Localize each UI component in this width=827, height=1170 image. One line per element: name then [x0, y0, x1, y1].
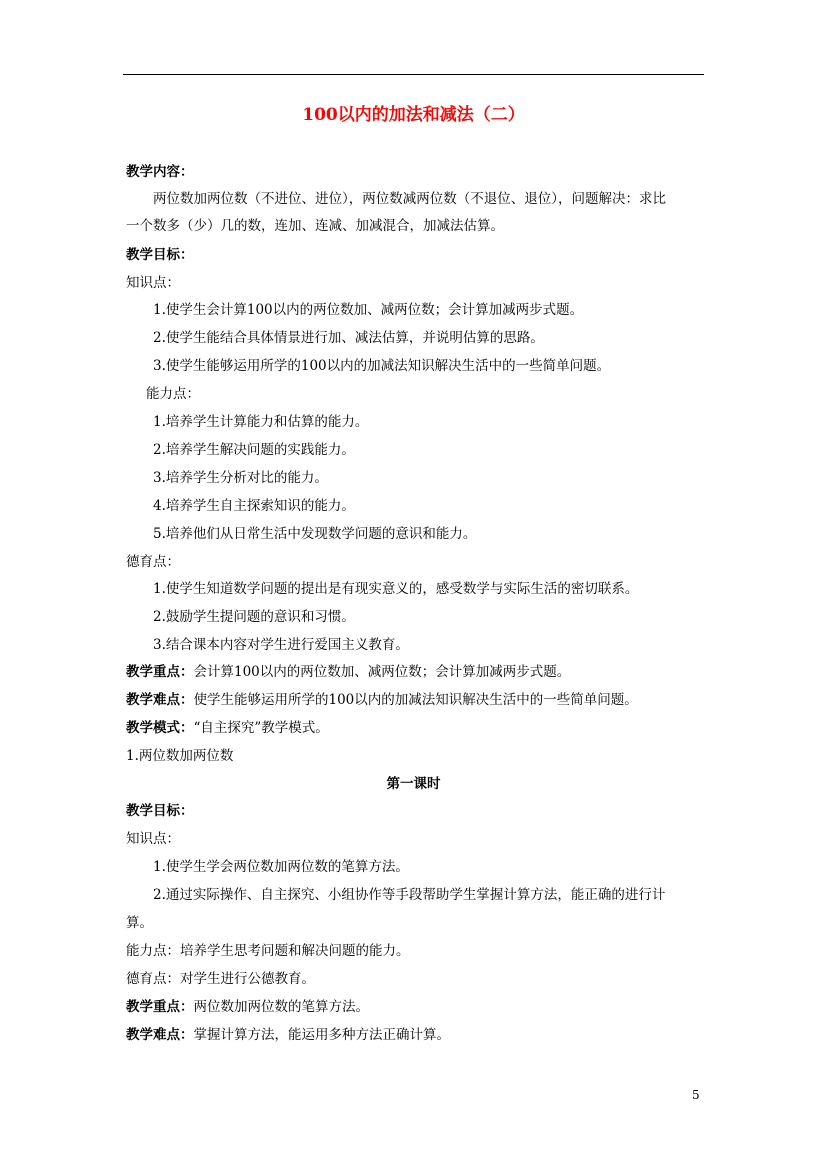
text-line — [126, 245, 194, 265]
text-line — [126, 969, 315, 989]
line-text: 算。 — [126, 915, 153, 931]
line-heading: 第一课时 — [386, 776, 441, 792]
text-line — [153, 579, 638, 599]
line-text: 使学生能够运用所学的100以内的加减法知识解决生活中的一些简单问题。 — [193, 692, 638, 708]
text-line — [153, 885, 665, 905]
line-text: 2.使学生能结合具体情景进行加、减法估算，并说明估算的思路。 — [153, 330, 544, 346]
text-line — [126, 997, 369, 1017]
line-heading: 教学难点： — [126, 1027, 194, 1043]
line-text: 3.使学生能够运用所学的100以内的加减法知识解决生活中的一些简单问题。 — [153, 358, 611, 374]
text-line — [126, 829, 180, 849]
line-text: 知识点： — [126, 831, 180, 847]
line-text: 德育点： — [126, 554, 180, 570]
text-line — [0, 774, 827, 794]
text-line — [126, 216, 504, 236]
line-text: 5.培养他们从日常生活中发现数学问题的意识和能力。 — [153, 526, 477, 542]
line-text: 掌握计算方法，能运用多种方法正确计算。 — [193, 1027, 450, 1043]
line-text: 1.使学生会计算100以内的两位数加、减两位数；会计算加减两步式题。 — [153, 302, 584, 318]
text-line — [153, 412, 368, 432]
text-line — [126, 718, 329, 738]
text-line — [153, 857, 409, 877]
text-line — [153, 607, 355, 627]
page-number: 5 — [692, 1088, 700, 1102]
line-text: 1.两位数加两位数 — [126, 748, 234, 764]
line-text: 2.通过实际操作、自主探究、小组协作等手段帮助学生掌握计算方法，能正确的进行计 — [153, 887, 666, 903]
line-text: 一个数多（少）几的数，连加、连减、加减混合，加减法估算。 — [126, 218, 504, 234]
text-line — [153, 328, 544, 348]
line-heading: 教学内容： — [126, 164, 194, 180]
text-line — [126, 941, 410, 961]
line-text: 3.结合课本内容对学生进行爱国主义教育。 — [153, 637, 409, 653]
text-line — [126, 746, 233, 766]
line-text: “自主探究”教学模式。 — [193, 720, 329, 736]
line-text: 德育点：对学生进行公德教育。 — [126, 971, 315, 987]
text-line — [126, 1025, 450, 1045]
line-text: 1.使学生学会两位数加两位数的笔算方法。 — [153, 859, 409, 875]
line-text: 4.培养学生自主探索知识的能力。 — [153, 498, 355, 514]
line-heading: 教学重点： — [126, 664, 194, 680]
text-line — [153, 468, 328, 488]
line-text: 1.使学生知道数学问题的提出是有现实意义的，感受数学与实际生活的密切联系。 — [153, 581, 639, 597]
text-line — [153, 300, 583, 320]
line-text: 3.培养学生分析对比的能力。 — [153, 470, 328, 486]
header-rule — [123, 74, 704, 75]
page-title: 100以内的加法和减法（二） — [302, 105, 525, 125]
line-text: 能力点： — [146, 386, 200, 402]
text-line — [126, 801, 194, 821]
line-text: 2.培养学生解决问题的实践能力。 — [153, 442, 355, 458]
text-line — [153, 635, 409, 655]
line-heading: 教学目标： — [126, 247, 194, 263]
text-line — [146, 384, 200, 404]
line-text: 能力点：培养学生思考问题和解决问题的能力。 — [126, 943, 410, 959]
text-line — [126, 162, 194, 182]
line-heading: 教学重点： — [126, 999, 194, 1015]
line-text: 两位数加两位数（不进位、进位），两位数减两位数（不退位、退位），问题解决：求比 — [153, 191, 666, 207]
line-text: 2.鼓励学生提问题的意识和习惯。 — [153, 609, 355, 625]
line-text: 两位数加两位数的笔算方法。 — [193, 999, 369, 1015]
text-line — [126, 690, 638, 710]
line-text: 知识点： — [126, 275, 180, 291]
text-line — [153, 189, 666, 209]
text-line — [153, 496, 355, 516]
text-line — [126, 662, 570, 682]
text-line — [126, 913, 153, 933]
line-text: 1.培养学生计算能力和估算的能力。 — [153, 414, 369, 430]
text-line — [126, 273, 180, 293]
text-line — [153, 524, 476, 544]
text-line — [153, 356, 610, 376]
line-heading: 教学目标： — [126, 803, 194, 819]
text-line — [126, 552, 180, 572]
line-heading: 教学难点： — [126, 692, 194, 708]
text-line — [153, 440, 355, 460]
line-heading: 教学模式： — [126, 720, 194, 736]
line-text: 会计算100以内的两位数加、减两位数；会计算加减两步式题。 — [193, 664, 571, 680]
